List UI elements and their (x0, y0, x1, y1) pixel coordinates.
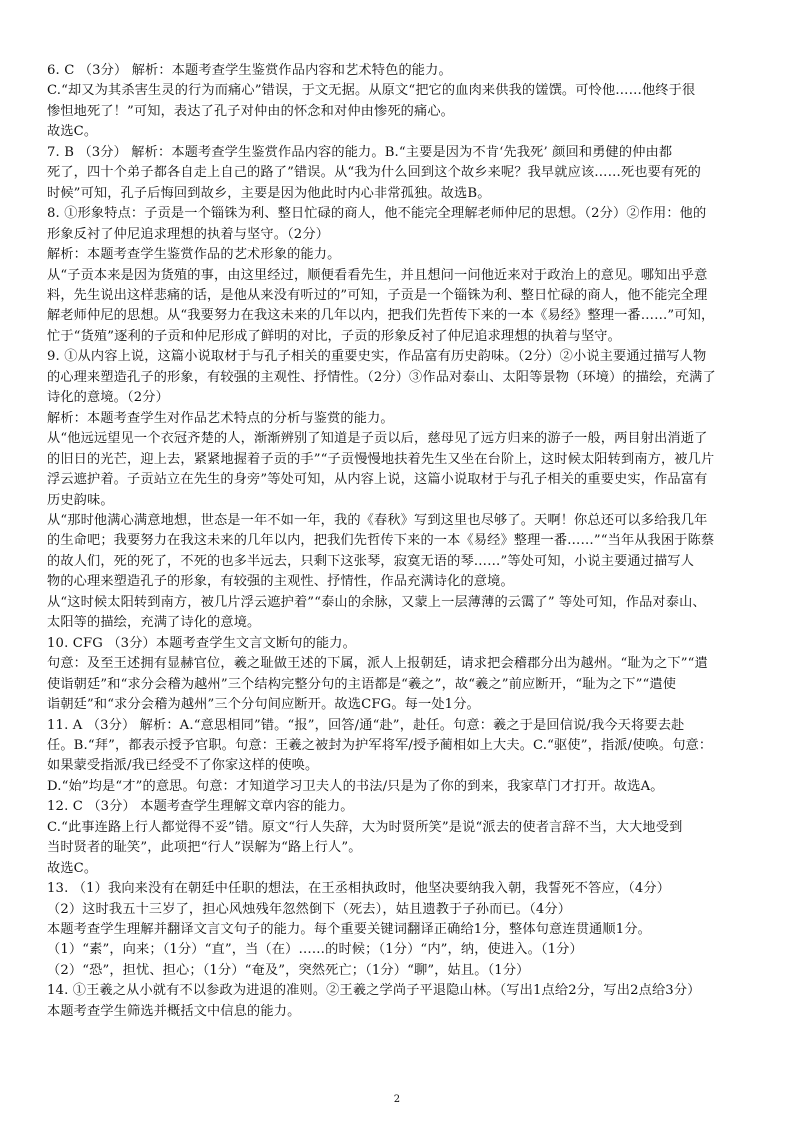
text-line: 浮云遮护着。子贡站立在先生的身旁”等处可知，从内容上说，这篇小说取材于与孔子相关的重要史实，作品富有 (47, 472, 708, 488)
text-line: 7. B （3分） 解析：本题考查学生鉴赏作品内容的能力。B.“主要是因为不肯‘先我死’ 颜回和勇健的仲由都 (47, 144, 673, 160)
text-line: 解老师仲尼的思想。从“我要努力在我这未来的几年以内，把我们先哲传下来的一本《易经》整理一番……”可知， (47, 308, 715, 324)
text-line: 诣朝廷”和“求分会稽为越州”三个分句间应断开。故选CFG。每一处1分。 (47, 697, 480, 713)
text-line: 11. A （3分） 解析：A.“意思相同”错。“报”，回答/通“赴”，赴任。句意：羲之于是回信说/我今天将要去赴 (47, 717, 685, 733)
text-line: C.“却又为其杀害生灵的行为而痛心”错误，于文无据。从原文“把它的血肉来供我的馐馔。可怜他……他终于很 (47, 83, 696, 99)
answer-text-body (47, 61, 774, 1022)
text-line: （2）这时我五十三岁了，担心风烛残年忽然倒下（死去），姑且遗教于子孙而已。（4分） (47, 901, 572, 917)
text-line: 8. ①形象特点：子贡是一个锱铢为利、整日忙碌的商人，他不能完全理解老师仲尼的思想。（2分）②作用：他的 (47, 206, 707, 222)
text-line: 的故人们，死的死了，不死的也多半远去，只剩下这张琴，寂寞无语的琴……”等处可知，小说主要通过描写人 (47, 553, 695, 569)
text-line: 故选C。 (47, 124, 98, 140)
text-line: 本题考查学生理解并翻译文言文句子的能力。每个重要关键词翻译正确给1分，整体句意连贯通顺1分。 (47, 922, 651, 938)
text-line: 解析：本题考查学生对作品艺术特点的分析与鉴赏的能力。 (47, 410, 394, 426)
text-line: 从“那时他满心满意地想，世态是一年不如一年，我的《春秋》写到这里也尽够了。天啊！你总还可以多给我几年 (47, 512, 708, 528)
text-line: 料，先生说出这样悲痛的话，是他从来没有听过的”可知，子贡是一个锱铢为利、整日忙碌的商人，他不能完全理 (47, 287, 708, 303)
text-line: 14. ①王羲之从小就有不以参政为进退的准则。②王羲之学尚子平退隐山林。（写出1点给2分，写出2点给3分） (47, 983, 701, 999)
text-line: 9. ①从内容上说，这篇小说取材于与孔子相关的重要史实，作品富有历史韵味。（2分）②小说主要通过描写人物 (47, 349, 707, 365)
text-line: 物的心理来塑造孔子的形象，有较强的主观性、抒情性，作品充满诗化的意境。 (47, 574, 514, 590)
text-line: 12. C （3分） 本题考查学生理解文章内容的能力。 (47, 799, 354, 815)
page-number: 2 (393, 1094, 401, 1105)
text-line: 使诣朝廷”和“求分会稽为越州”三个结构完整分句的主语都是“羲之”，故“羲之”前应断开，“耻为之下”“遣使 (47, 676, 677, 692)
text-line: 形象反衬了仲尼追求理想的执着与坚守。（2分） (47, 226, 330, 242)
text-line: 诗化的意境。（2分） (47, 390, 169, 406)
text-line: （1）“素”，向来；（1分）“直”，当（在）……的时候；（1分）“内”，纳，使进入。（1分） (47, 942, 583, 958)
text-line: 13. （1）我向来没有在朝廷中任职的想法，在王丞相执政时，他坚决要纳我入朝，我誓死不答应，（4分） (47, 881, 671, 897)
text-line: 的旧日的光芒，迎上去，紧紧地握着子贡的手”“子贡慢慢地扶着先生又坐在台阶上，这时候太阳转到南方，被几片 (47, 451, 715, 467)
text-line: 当时贤者的耻笑”，此项把“行人”误解为“路上行人”。 (47, 840, 362, 856)
text-line: 从“子贡本来是因为货殖的事，由这里经过，顺便看看先生，并且想问一问他近来对于政治上的意见。哪知出乎意 (47, 267, 708, 283)
text-line: （2）“恐”，担忧、担心；（1分）“奄及”，突然死亡；（1分）“聊”，姑且。（1分） (47, 962, 530, 978)
text-line: C.“此事连路上行人都觉得不妥”错。原文“行人失辞，大为时贤所笑”是说“派去的使者言辞不当，大大地受到 (47, 819, 683, 835)
text-line: 的生命吧；我要努力在我这未来的几年以内，把我们先哲传下来的一本《易经》整理一番……”“当年从我困于陈蔡 (47, 533, 715, 549)
text-line: 10. CFG （3分）本题考查学生文言文断句的能力。 (47, 635, 356, 651)
text-line: 句意：及至王述拥有显赫官位，羲之耻做王述的下属，派人上报朝廷，请求把会稽郡分出为越州。“耻为之下”“遣 (47, 656, 708, 672)
text-line: 6. C （3分） 解析：本题考查学生鉴赏作品内容和艺术特色的能力。 (47, 63, 452, 78)
text-line: 故选C。 (47, 860, 98, 876)
text-line: 太阳等的描绘，充满了诗化的意境。 (47, 615, 261, 631)
text-line: 忙于“货殖”逐利的子贡和仲尼形成了鲜明的对比，子贡的形象反衬了仲尼追求理想的执着与坚守。 (47, 328, 621, 344)
text-line: 惨怛地死了！”可知，表达了孔子对仲由的怀念和对仲由惨死的痛心。 (47, 103, 455, 119)
text-line: 从“他远远望见一个衣冠齐楚的人，渐渐辨别了知道是子贡以后，慈母见了远方归来的游子一般，两目射出消逝了 (47, 431, 708, 447)
text-line: 死了，四十个弟子都各自走上自己的路了”错误。从“我为什么回到这个故乡来呢？我早就应该……死也要有死的 (47, 165, 701, 181)
text-line: 任。B.“拜”，都表示授予官职。句意：王羲之被封为护军将军/授予蔺相如上大夫。C.“驱使”，指派/使唤。句意： (47, 737, 713, 753)
text-line: 如果蒙受指派/我已经受不了你家这样的使唤。 (47, 758, 319, 774)
text-line: 从“这时候太阳转到南方，被几片浮云遮护着”“泰山的余脉，又蒙上一层薄薄的云霭了” 等处可知，作品对泰山、 (47, 594, 706, 610)
text-line: D.“始”均是“才”的意思。句意：才知道学习卫夫人的书法/只是为了你的到来，我家草门才打开。故选A。 (47, 778, 664, 794)
text-line: 本题考查学生筛选并概括文中信息的能力。 (47, 1003, 301, 1019)
text-line: 历史韵味。 (47, 492, 114, 508)
text-line: 的心理来塑造孔子的形象，有较强的主观性、抒情性。（2分）③作品对泰山、太阳等景物（环境）的描绘，充满了 (47, 369, 716, 385)
text-line: 时候”可知，孔子后悔回到故乡，主要是因为他此时内心非常孤独。故选B。 (47, 185, 491, 201)
text-line: 解析：本题考查学生鉴赏作品的艺术形象的能力。 (47, 247, 341, 263)
